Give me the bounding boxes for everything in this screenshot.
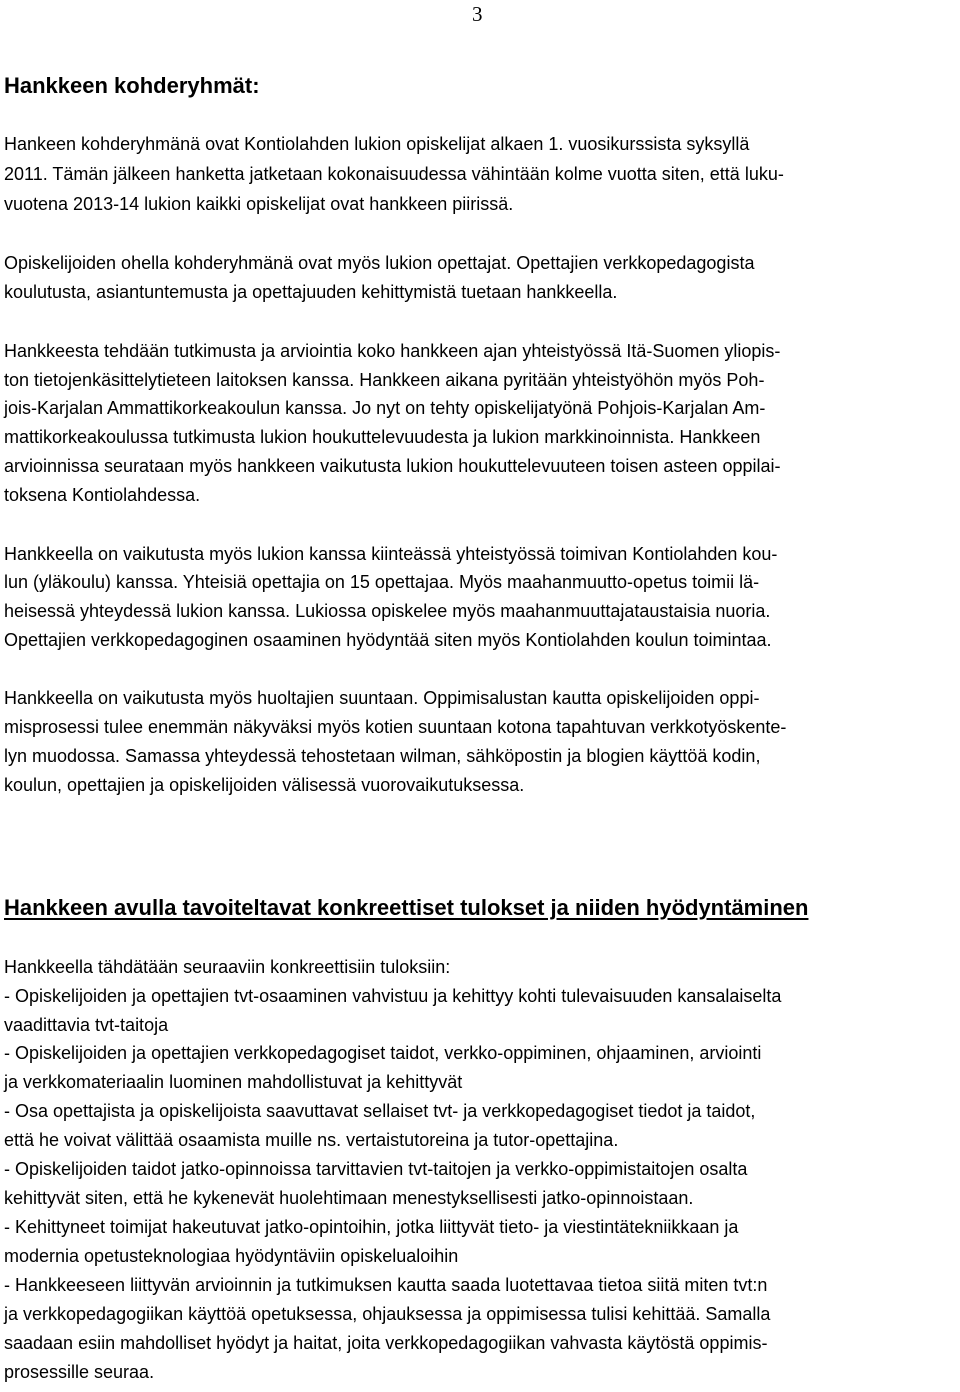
paragraph-line: Hankkeella on vaikutusta myös lukion kanssa kiinteässä yhteistyössä toimivan Kontiolahden kou-: [4, 544, 778, 564]
paragraph-line: Hankkeella tähdätään seuraaviin konkreettisiin tuloksiin:: [4, 957, 451, 977]
list-item-line: - Hankkeeseen liittyvän arvioinnin ja tutkimuksen kautta saada luotettavaa tietoa siitä miten tvt:n: [4, 1275, 768, 1295]
paragraph-line: vuotena 2013-14 lukion kaikki opiskelijat ovat hankkeen piirissä.: [4, 194, 514, 214]
list-item-line: että he voivat välittää osaamista muille ns. vertaistutoreina ja tutor-opettajina.: [4, 1130, 619, 1150]
paragraph-line: lyn muodossa. Samassa yhteydessä tehostetaan wilman, sähköpostin ja blogien käyttöä kodin,: [4, 746, 761, 766]
list-item-line: - Opiskelijoiden ja opettajien verkkopedagogiset taidot, verkko-oppiminen, ohjaaminen, arviointi: [4, 1043, 762, 1063]
paragraph-line: Hankkeesta tehdään tutkimusta ja arviointia koko hankkeen ajan yhteistyössä Itä-Suomen yliopis-: [4, 341, 781, 361]
list-item-line: - Osa opettajista ja opiskelijoista saavuttavat sellaiset tvt- ja verkkopedagogiset tiedot ja taidot,: [4, 1101, 756, 1121]
list-item-line: modernia opetusteknologiaa hyödyntäviin opiskelualoihin: [4, 1246, 459, 1266]
paragraph-line: arvioinnissa seurataan myös hankkeen vaikutusta lukion houkuttelevuuteen toisen asteen oppilai-: [4, 456, 781, 476]
list-item-line: - Opiskelijoiden taidot jatko-opinnoissa tarvittavien tvt-taitojen ja verkko-oppimistaitojen osalta: [4, 1159, 748, 1179]
list-item-line: ja verkkopedagogiikan käyttöä opetuksessa, ohjauksessa ja oppimisessa tulisi kehittää. Samalla: [4, 1304, 771, 1324]
paragraph-line: toksena Kontiolahdessa.: [4, 485, 201, 505]
list-item-line: prosessille seuraa.: [4, 1362, 155, 1382]
list-item-line: kehittyvät siten, että he kykenevät huolehtimaan menestyksellisesti jatko-opinnoistaan.: [4, 1188, 694, 1208]
paragraph-line: koulun, opettajien ja opiskelijoiden välisessä vuorovaikutuksessa.: [4, 775, 525, 795]
paragraph-line: ton tietojenkäsittelytieteen laitoksen kanssa. Hankkeen aikana pyritään yhteistyöhön myös Poh-: [4, 370, 765, 390]
list-item-line: saadaan esiin mahdolliset hyödyt ja haitat, joita verkkopedagogiikan vahvasta käytöstä oppimis-: [4, 1333, 768, 1353]
page-number: 3: [472, 2, 483, 26]
paragraph-line: 2011. Tämän jälkeen hanketta jatketaan kokonaisuudessa vähintään kolme vuotta siten, että luku-: [4, 164, 784, 184]
paragraph-line: Opettajien verkkopedagoginen osaaminen hyödyntää siten myös Kontiolahden koulun toimintaa.: [4, 630, 772, 650]
paragraph-line: Opiskelijoiden ohella kohderyhmänä ovat myös lukion opettajat. Opettajien verkkopedagogista: [4, 253, 755, 273]
paragraph-line: misprosessi tulee enemmän näkyväksi myös kotien suuntaan kotona tapahtuvan verkkotyöskente-: [4, 717, 787, 737]
list-item-line: ja verkkomateriaalin luominen mahdollistuvat ja kehittyvät: [4, 1072, 463, 1092]
paragraph-line: koulutusta, asiantuntemusta ja opettajuuden kehittymistä tuetaan hankkeella.: [4, 282, 618, 302]
paragraph-line: jois-Karjalan Ammattikorkeakoulun kanssa. Jo nyt on tehty opiskelijatyönä Pohjois-Karjalan Am-: [4, 398, 766, 418]
section-heading-concrete-results: Hankkeen avulla tavoiteltavat konkreettiset tulokset ja niiden hyödyntäminen: [4, 895, 809, 920]
list-item-line: - Kehittyneet toimijat hakeutuvat jatko-opintoihin, jotka liittyvät tieto- ja viestintätekniikkaan ja: [4, 1217, 739, 1237]
list-item-line: vaadittavia tvt-taitoja: [4, 1015, 169, 1035]
list-item-line: - Opiskelijoiden ja opettajien tvt-osaaminen vahvistuu ja kehittyy kohti tulevaisuuden kansalaiselta: [4, 986, 782, 1006]
section-heading-target-groups: Hankkeen kohderyhmät:: [4, 73, 260, 98]
paragraph-line: Hankkeella on vaikutusta myös huoltajien suuntaan. Oppimisalustan kautta opiskelijoiden oppi-: [4, 688, 760, 708]
paragraph-line: heisessä yhteydessä lukion kanssa. Lukiossa opiskelee myös maahanmuuttajataustaisia nuoria.: [4, 601, 771, 621]
paragraph-line: lun (yläkoulu) kanssa. Yhteisiä opettajia on 15 opettajaa. Myös maahanmuutto-opetus toimii lä-: [4, 572, 760, 592]
paragraph-line: mattikorkeakoulussa tutkimusta lukion houkuttelevuudesta ja lukion markkinoinnista. Hankkeen: [4, 427, 761, 447]
paragraph-line: Hankeen kohderyhmänä ovat Kontiolahden lukion opiskelijat alkaen 1. vuosikurssista syksyllä: [4, 134, 750, 154]
